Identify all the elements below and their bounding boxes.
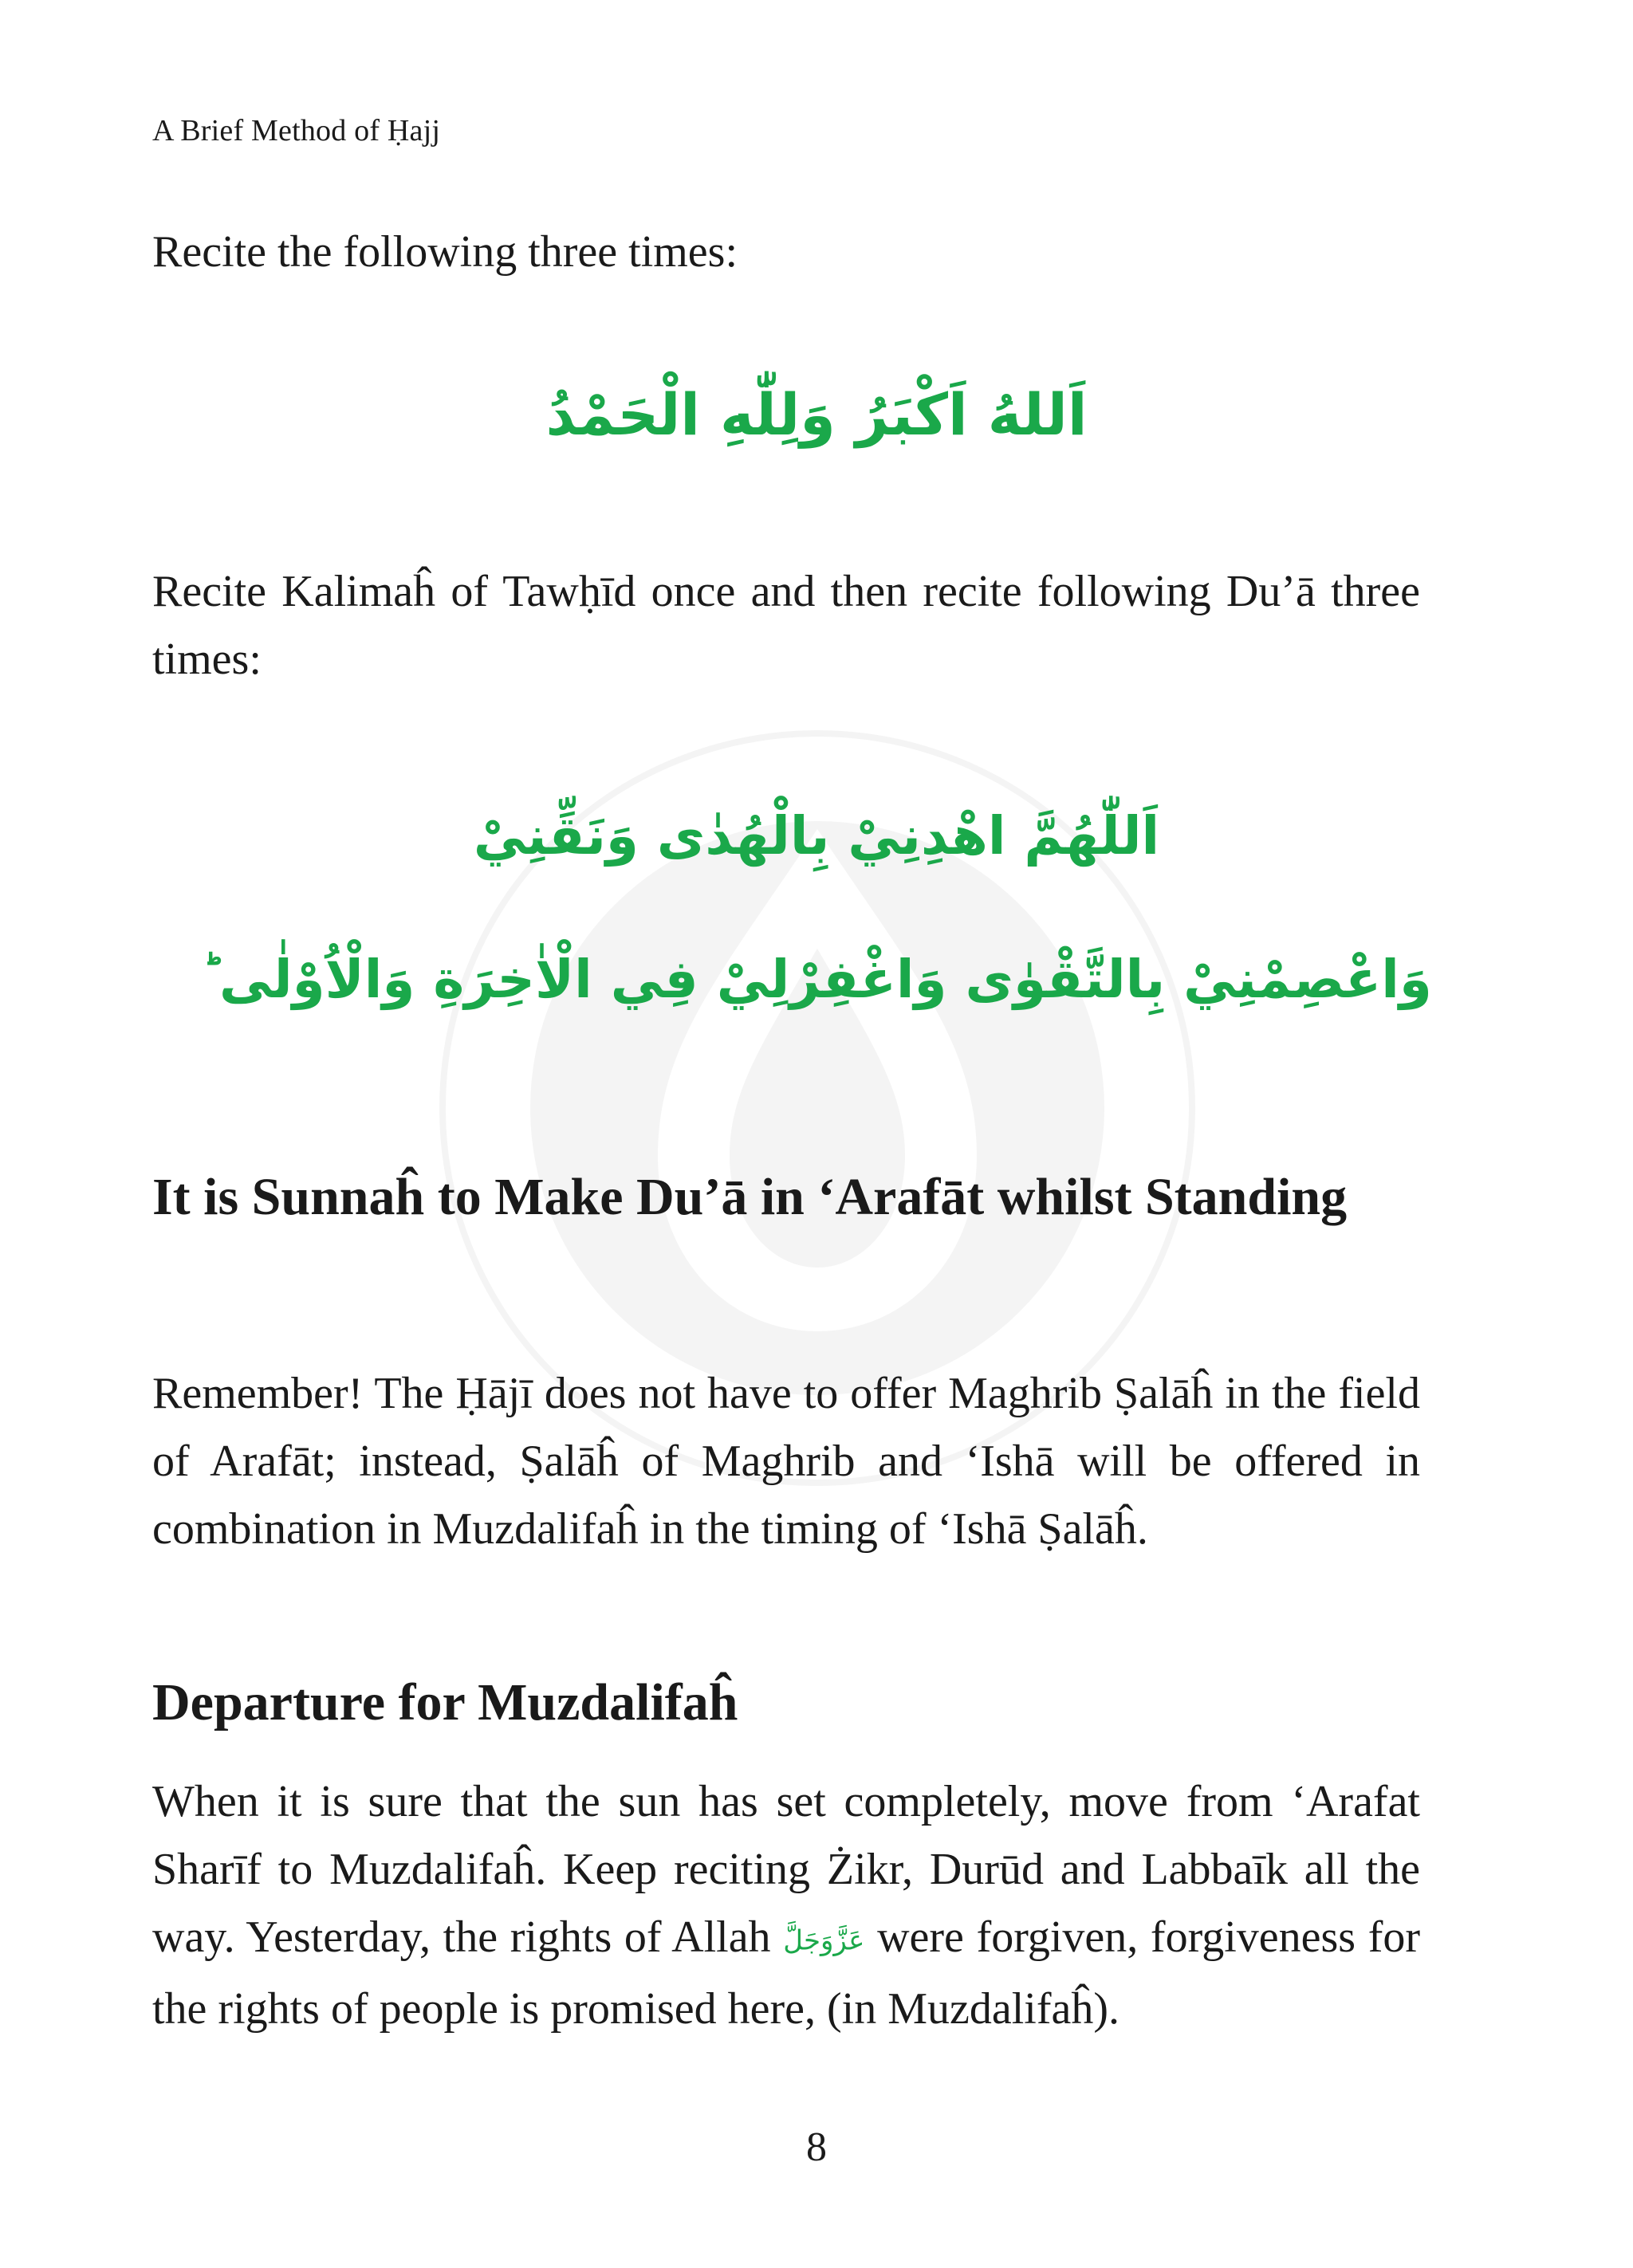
honorific-azza-wa-jal: عَزَّوَجَلَّ: [783, 1924, 865, 1957]
arabic-dua-line-1: اَللّٰهُمَّ اهْدِنِيْ بِالْهُدٰى وَنَقِّنِيْ: [473, 805, 1160, 867]
paragraph-maghrib-salah: Remember! The Ḥājī does not have to offer Maghrib Ṣalāĥ in the field of Arafāt; instead, Ṣalāĥ of Maghrib and ‘Ishā will be offered in combination in Muzdalifaĥ in the timing of ‘Ishā Ṣalāĥ.: [152, 1369, 1420, 1554]
page-number: 8: [806, 2125, 827, 2170]
paragraph-departure-part-1: When it is sure that the sun has set completely, move from ‘Arafat Sharīf to Muzdalifaĥ. Keep reciting Żikr, Durūd and Labbaīk all the way. Yesterday, the rights of Allah: [152, 1777, 1420, 1962]
instruction-kalimah: Recite Kalimaĥ of Tawḥīd once and then recite following Du’ā three times:: [152, 567, 1420, 684]
running-header: A Brief Method of Ḥajj: [152, 114, 441, 147]
paragraph-departure-part-2: were forgiven, forgiveness for the rights of people is promised here, (in Muzdalifaĥ).: [152, 1912, 1421, 2034]
paragraph-departure: [152, 1768, 1420, 2043]
instruction-recite-three-times: Recite the following three times:: [152, 227, 738, 277]
heading-departure-muzdalifah: Departure for Muzdalifaĥ: [152, 1673, 738, 1731]
arabic-dua-line-2: وَاعْصِمْنِيْ بِالتَّقْوٰى وَاغْفِرْلِيْ فِي الْاٰخِرَةِ وَالْاُوْلٰى ؕ: [201, 949, 1432, 1010]
heading-sunnah-dua-arafat: It is Sunnaĥ to Make Du’ā in ‘Arafāt whilst Standing: [152, 1168, 1348, 1226]
arabic-takbir-line: اَللهُ اَكْبَرُ وَلِلّٰهِ الْحَمْدُ: [545, 381, 1088, 448]
